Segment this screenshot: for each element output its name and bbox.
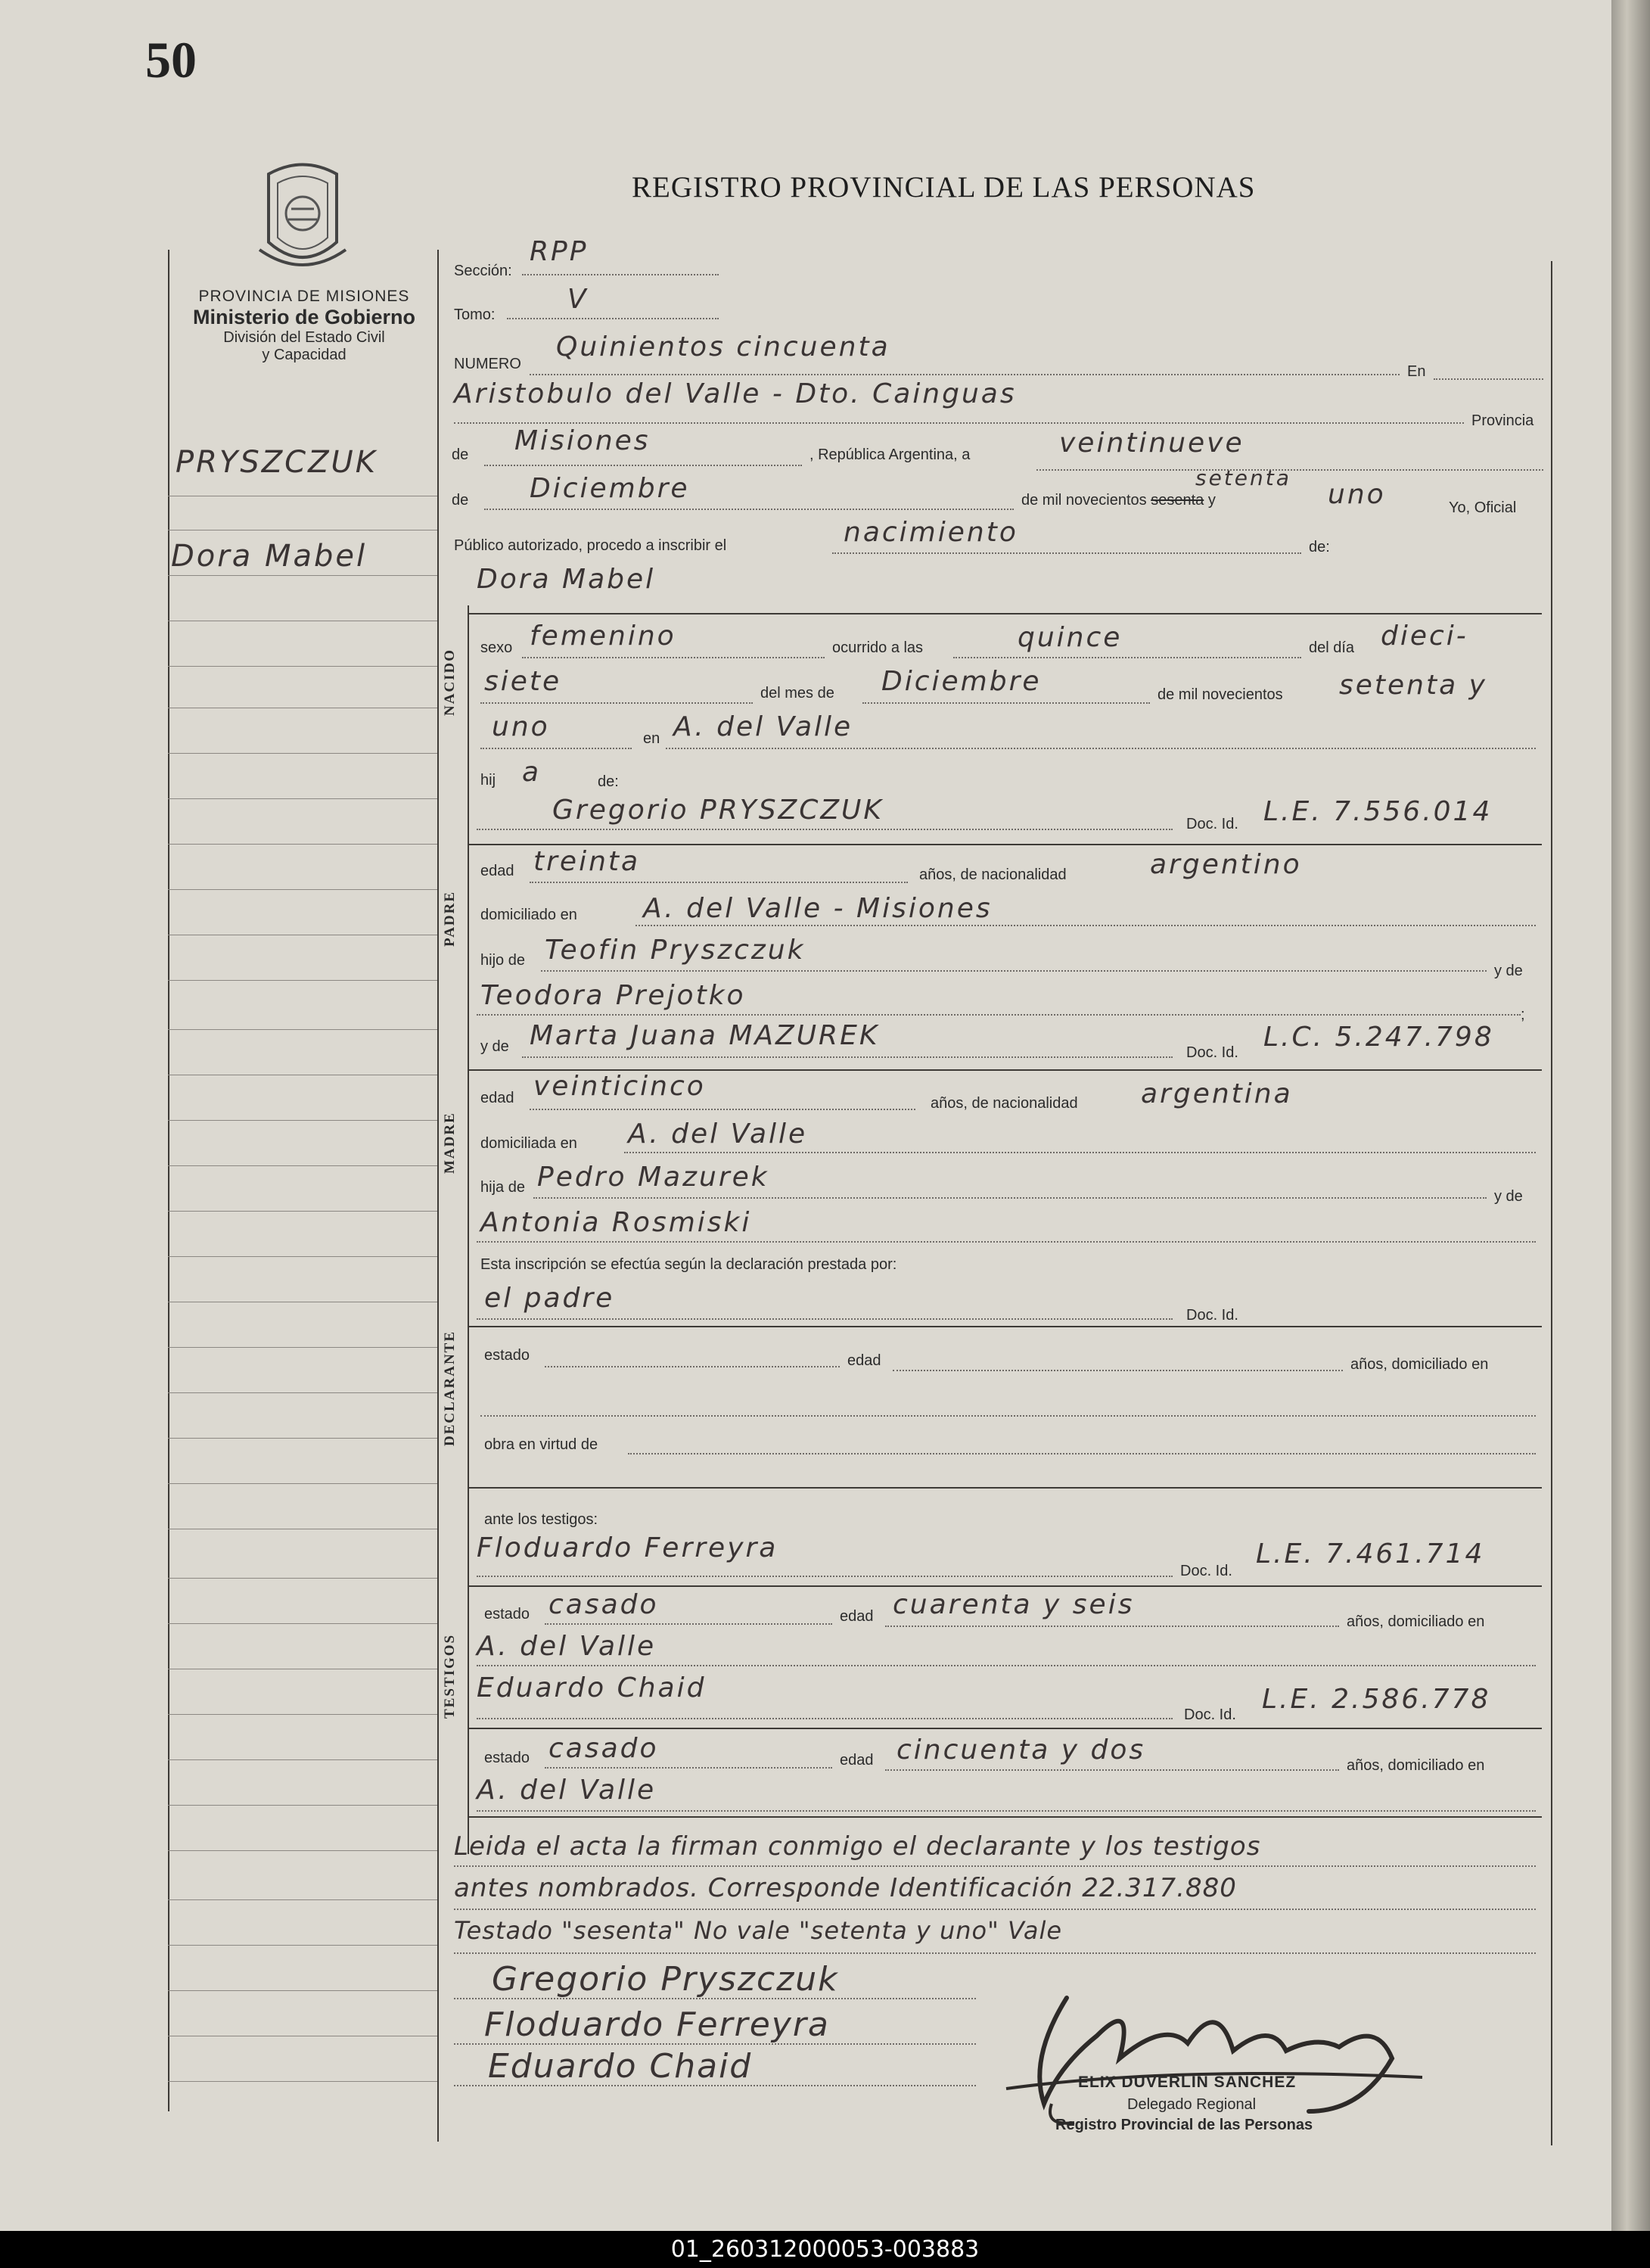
label-publico: Público autorizado, procedo a inscribir el (454, 537, 727, 554)
margin-ruled-line (168, 1578, 437, 1579)
section-label-line (468, 605, 469, 1854)
margin-ruled-line (168, 1165, 437, 1166)
value-t2-estado: casado (548, 1733, 659, 1764)
value-dia-1: dieci- (1381, 621, 1468, 652)
margin-ruled-line (168, 1759, 437, 1760)
margin-ruled-line (168, 1714, 437, 1715)
margin-ruled-line (168, 1990, 437, 1991)
label-del-dia: del día (1309, 639, 1355, 656)
margin-ruled-line (168, 1347, 437, 1348)
division-line-2: y Capacidad (262, 347, 346, 363)
page-number: 50 (145, 31, 197, 89)
line-padre-hijo-de (541, 970, 1487, 972)
margin-ruled-line (168, 1392, 437, 1393)
label-provincia: Provincia (1471, 412, 1534, 429)
value-hij-suffix: a (522, 757, 542, 788)
line-sig-1 (454, 1998, 976, 1999)
line-madre-nombre (522, 1056, 1173, 1058)
line-t1-estado (545, 1623, 832, 1625)
rule-testigo1 (468, 1585, 1542, 1587)
value-padre-nombre: Gregorio PRYSZCZUK (552, 795, 884, 826)
line-madre-dom (624, 1152, 1536, 1153)
label-t2-edad: edad (840, 1752, 874, 1769)
value-madre-nombre: Marta Juana MAZUREK (530, 1020, 880, 1051)
label-padre-dom: domiciliado en (480, 907, 577, 923)
label-madre-edad: edad (480, 1090, 514, 1106)
label-madre-dom: domiciliada en (480, 1135, 577, 1152)
value-anio-2: uno (492, 711, 550, 742)
label-padre-edad: edad (480, 863, 514, 879)
line-hora (953, 657, 1301, 658)
line-lugar-nac (666, 748, 1536, 749)
section-declarante: DECLARANTE (442, 1330, 458, 1446)
margin-ruled-line (168, 844, 437, 845)
label-madre-hija-de: hija de (480, 1179, 525, 1196)
line-t2-dom (477, 1810, 1536, 1812)
value-lugar: Aristobulo del Valle - Dto. Cainguas (454, 378, 1017, 409)
value-padre-madre: Teodora Prejotko (480, 980, 746, 1011)
line-lugar (454, 422, 1464, 424)
label-madre-y-de: y de (480, 1038, 509, 1055)
label-de-mil-novecientos: de mil novecientos (1157, 686, 1283, 703)
margin-ruled-line (168, 1120, 437, 1121)
line-decl-estado (545, 1366, 840, 1367)
label-decl-anos: años, domiciliado en (1350, 1356, 1489, 1373)
label-hij: hij (480, 772, 496, 789)
line-mes-acta (484, 509, 1014, 510)
struck-year-word: sesenta (1151, 492, 1204, 509)
section-testigos: TESTIGOS (442, 1633, 458, 1719)
rule-obra (468, 1487, 1542, 1489)
line-padre-nombre (477, 829, 1173, 830)
signature-witness-2: Eduardo Chaid (488, 2047, 753, 2086)
value-madre-nac: argentina (1141, 1078, 1293, 1109)
official-name: ELIX DUVERLIN SANCHEZ (1078, 2074, 1297, 2091)
value-padre-hijo-de: Teofin Pryszczuk (545, 935, 806, 966)
label-obra: obra en virtud de (484, 1436, 598, 1453)
value-hora: quince (1018, 622, 1123, 653)
label-de-1: de (452, 446, 469, 463)
line-sig-3 (454, 2085, 976, 2086)
label-decl-edad: edad (847, 1352, 881, 1369)
value-anio-inserted: setenta (1195, 465, 1291, 490)
rule-declarante (468, 1326, 1542, 1327)
line-tomo (507, 318, 719, 319)
line-mes (862, 702, 1150, 704)
value-testigo2-doc: L.E. 2.586.778 (1262, 1684, 1491, 1715)
line-anio-2 (480, 748, 632, 749)
line-en (1434, 378, 1543, 380)
note-line-2: antes nombrados. Corresponde Identificación 22.317.880 (454, 1873, 1237, 1903)
label-seccion: Sección: (454, 263, 512, 279)
value-testigo1: Floduardo Ferreyra (477, 1532, 778, 1563)
label-declarante-doc: Doc. Id. (1186, 1307, 1238, 1324)
column-divider (437, 250, 439, 2142)
value-anio-unidad: uno (1328, 479, 1386, 510)
line-declarante (477, 1318, 1173, 1320)
label-en: En (1407, 363, 1426, 380)
value-madre-hija-de: Pedro Mazurek (537, 1162, 769, 1193)
label-yo-oficial: Yo, Oficial (1449, 499, 1517, 516)
rule-nombre (468, 613, 1542, 614)
margin-ruled-line (168, 1805, 437, 1806)
rule-padre (468, 844, 1542, 845)
division-line-1: División del Estado Civil (223, 329, 385, 346)
rule-testigo2 (468, 1728, 1542, 1729)
label-ocurrido: ocurrido a las (832, 639, 924, 656)
line-decl-edad (893, 1370, 1343, 1371)
line-testigo2 (477, 1718, 1173, 1719)
line-numero (530, 374, 1400, 375)
label-madre-anos: años, de nacionalidad (931, 1095, 1078, 1112)
value-padre-doc: L.E. 7.556.014 (1263, 796, 1493, 827)
line-seccion (522, 274, 719, 275)
line-t2-edad (885, 1769, 1339, 1771)
margin-ruled-line (168, 1945, 437, 1946)
label-tomo: Tomo: (454, 306, 496, 323)
label-t1-estado: estado (484, 1606, 530, 1622)
value-madre-edad: veinticinco (533, 1071, 706, 1102)
signature-father: Gregorio Pryszczuk (492, 1960, 839, 1999)
line-madre-edad (530, 1109, 915, 1110)
margin-ruled-line (168, 980, 437, 981)
margin-ruled-line (168, 1899, 437, 1900)
section-nacido: NACIDO (442, 648, 458, 716)
right-margin-line (1551, 261, 1552, 2145)
line-padre-madre (477, 1014, 1521, 1016)
value-declarante: el padre (484, 1283, 615, 1314)
margin-ruled-line (168, 666, 437, 667)
margin-ruled-line (168, 575, 437, 576)
rule-testigos-end (468, 1816, 1542, 1818)
label-decl-estado: estado (484, 1347, 530, 1364)
margin-ruled-line (168, 2081, 437, 2082)
value-mes: Diciembre (881, 666, 1042, 697)
line-t1-dom (477, 1665, 1536, 1666)
value-numero: Quinientos cincuenta (556, 331, 890, 362)
value-madre-dom: A. del Valle (628, 1118, 808, 1150)
label-padre-anos: años, de nacionalidad (919, 866, 1067, 883)
line-sig-2 (454, 2043, 976, 2045)
label-testigo1-doc: Doc. Id. (1180, 1563, 1232, 1579)
signature-witness-1: Floduardo Ferreyra (484, 2005, 830, 2044)
line-sexo (522, 657, 825, 658)
line-obra (628, 1453, 1536, 1454)
value-provincia: Misiones (514, 425, 651, 456)
margin-ruled-line (168, 1029, 437, 1030)
label-testigo2-doc: Doc. Id. (1184, 1706, 1236, 1723)
value-madre-madre: Antonia Rosmiski (480, 1207, 752, 1238)
book-edge (1611, 0, 1650, 2231)
official-org: Registro Provincial de las Personas (1055, 2117, 1313, 2133)
official-title: Delegado Regional (1127, 2096, 1257, 2113)
label-de-hij: de: (598, 773, 619, 790)
value-padre-dom: A. del Valle - Misiones (643, 893, 993, 924)
left-margin-line (168, 250, 169, 2111)
line-madre-madre (477, 1241, 1536, 1243)
value-t1-dom: A. del Valle (477, 1631, 657, 1662)
line-decl-dom (480, 1415, 1536, 1417)
value-dia-2: siete (484, 666, 562, 697)
label-mil-novecientos (1021, 492, 1216, 509)
margin-ruled-line (168, 798, 437, 799)
image-filename-footer: 01_260312000053-003883 (0, 2231, 1650, 2268)
value-testigo1-doc: L.E. 7.461.714 (1256, 1538, 1485, 1570)
line-dia-2 (480, 702, 753, 704)
value-padre-nac: argentino (1150, 849, 1302, 880)
margin-ruled-line (168, 753, 437, 754)
section-padre: PADRE (442, 890, 458, 947)
line-note-2 (454, 1909, 1536, 1910)
line-testigo1 (477, 1576, 1173, 1577)
label-de-2: de (452, 492, 469, 509)
margin-ruled-line (168, 1211, 437, 1212)
label-numero: NUMERO (454, 356, 521, 372)
label-madre-y-de-2: y de (1494, 1188, 1523, 1205)
margin-ruled-line (168, 1623, 437, 1624)
line-padre-dom (635, 925, 1536, 926)
mil-novecientos-text: de mil novecientos (1021, 492, 1147, 509)
label-ante-testigos: ante los testigos: (484, 1511, 598, 1528)
label-sexo: sexo (480, 639, 513, 656)
section-madre: MADRE (442, 1112, 458, 1174)
margin-ruled-line (168, 1438, 437, 1439)
line-acto (832, 552, 1301, 554)
line-note-1 (454, 1865, 1536, 1867)
value-mes-acta: Diciembre (530, 473, 690, 504)
label-de-colon: de: (1309, 539, 1330, 555)
value-t2-edad: cincuenta y dos (896, 1734, 1146, 1766)
label-padre-doc: Doc. Id. (1186, 816, 1238, 832)
margin-ruled-line (168, 1483, 437, 1484)
line-t2-estado (545, 1767, 832, 1769)
value-nombre: Dora Mabel (477, 564, 656, 595)
value-t1-estado: casado (548, 1589, 659, 1620)
value-madre-doc: L.C. 5.247.798 (1263, 1022, 1494, 1053)
label-padre-y-de: y de (1494, 963, 1523, 979)
label-t1-anos: años, domiciliado en (1347, 1613, 1485, 1630)
page-title: REGISTRO PROVINCIAL DE LAS PERSONAS (632, 171, 1256, 204)
label-en-lugar: en (643, 730, 660, 747)
province-name: PROVINCIA DE MISIONES (198, 288, 410, 305)
value-testigo2: Eduardo Chaid (477, 1672, 707, 1703)
y-text: y (1207, 492, 1216, 509)
ministry-name: Ministerio de Gobierno (192, 306, 416, 328)
note-line-1: Leida el acta la firman conmigo el declarante y los testigos (454, 1831, 1261, 1862)
label-esta-inscripcion: Esta inscripción se efectúa según la declaración prestada por: (480, 1256, 897, 1273)
issuer-block (168, 288, 440, 364)
label-semicolon: ; (1521, 1006, 1525, 1023)
value-acto: nacimiento (844, 517, 1018, 548)
label-padre-hijo-de: hijo de (480, 952, 525, 969)
line-padre-edad (530, 882, 908, 883)
value-dia-acta: veintinueve (1059, 428, 1244, 459)
label-republica: , República Argentina, a (809, 446, 971, 463)
line-provincia (484, 465, 802, 466)
margin-ruled-line (168, 1850, 437, 1851)
label-t2-anos: años, domiciliado en (1347, 1757, 1485, 1774)
line-madre-hija-de (533, 1197, 1487, 1199)
note-line-3: Testado "sesenta" No vale "setenta y uno" Vale (454, 1916, 1063, 1945)
margin-ruled-line (168, 889, 437, 890)
margin-ruled-line (168, 1256, 437, 1257)
value-lugar-nac: A. del Valle (673, 711, 853, 742)
value-anio-1: setenta y (1339, 670, 1487, 701)
value-padre-edad: treinta (533, 846, 641, 877)
line-t1-edad (885, 1626, 1339, 1627)
margin-given-names: Dora Mabel (171, 539, 368, 574)
value-tomo: V (567, 284, 589, 315)
coat-of-arms-seal-icon (253, 159, 352, 272)
value-t1-edad: cuarenta y seis (893, 1589, 1135, 1620)
value-seccion: RPP (530, 236, 589, 267)
value-t2-dom: A. del Valle (477, 1775, 657, 1806)
label-t1-edad: edad (840, 1608, 874, 1625)
label-madre-doc: Doc. Id. (1186, 1044, 1238, 1061)
value-sexo: femenino (530, 621, 676, 652)
label-t2-estado: estado (484, 1750, 530, 1766)
label-del-mes: del mes de (760, 685, 834, 702)
margin-surname: PRYSZCZUK (176, 445, 378, 480)
